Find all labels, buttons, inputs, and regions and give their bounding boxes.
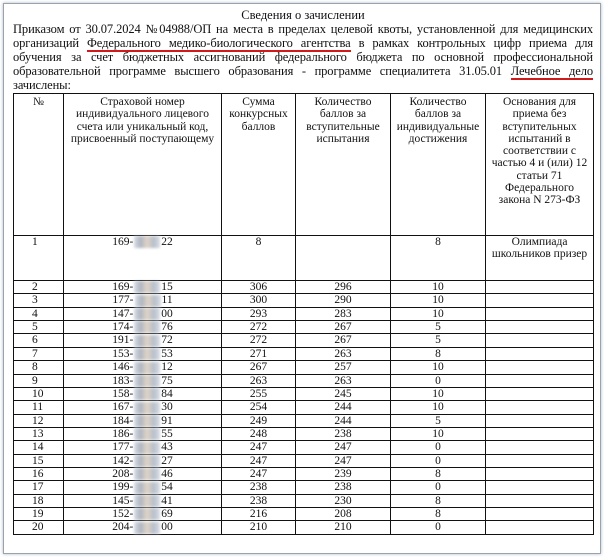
cell-total: 272: [222, 321, 296, 334]
redacted-blur: [134, 455, 160, 467]
cell-basis: [486, 414, 594, 427]
id-prefix: 199-: [112, 481, 134, 494]
cell-id: [64, 361, 222, 374]
table-row: [14, 334, 594, 347]
header-achievements: Количество баллов за индивидуальные достижения: [391, 94, 486, 236]
cell-total: 293: [222, 307, 296, 320]
table-header-row: [14, 94, 594, 236]
cell-basis: [486, 281, 594, 294]
redacted-blur: [134, 402, 160, 414]
id-suffix: 27: [161, 454, 173, 467]
cell-achievements: 8: [391, 236, 486, 281]
cell-num: 4: [14, 307, 64, 320]
cell-exam: 239: [296, 468, 391, 481]
id-prefix: 145-: [112, 494, 134, 507]
redacted-blur: [134, 508, 160, 520]
redacted-blur: [134, 468, 160, 480]
id-prefix: 152-: [112, 508, 134, 521]
cell-basis: [486, 347, 594, 360]
cell-num: 2: [14, 281, 64, 294]
cell-achievements: 8: [391, 508, 486, 521]
id-prefix: 191-: [112, 334, 134, 347]
header-id: Страховой номер индивидуального лицевого счета или уникальный код, присвоенный поступающему: [64, 94, 222, 236]
cell-id: [64, 468, 222, 481]
cell-id: [64, 508, 222, 521]
cell-exam: 247: [296, 454, 391, 467]
intro-paragraph: [13, 22, 593, 92]
cell-basis: [486, 521, 594, 534]
cell-total: 238: [222, 494, 296, 507]
highlight-program: Лечебное дело: [510, 64, 594, 78]
intro-line-3: обучения за счет бюджетных ассигнований федерального бюджета по основной профессиональной: [13, 50, 593, 64]
redacted-blur: [134, 442, 160, 454]
cell-exam: 290: [296, 294, 391, 307]
header-basis: Основания для приема без вступительных испытаний в соответствии с частью 4 и (или) 12 статьи 71 Федерального закона N 273-ФЗ: [486, 94, 594, 236]
redacted-blur: [134, 482, 160, 494]
document-frame: [3, 3, 601, 554]
cell-num: 16: [14, 468, 64, 481]
cell-achievements: 10: [391, 281, 486, 294]
cell-exam: 267: [296, 321, 391, 334]
cell-id: [64, 236, 222, 281]
cell-id: [64, 347, 222, 360]
redacted-blur: [134, 335, 160, 347]
id-prefix: 169-: [112, 281, 134, 293]
cell-exam: 244: [296, 401, 391, 414]
id-suffix: 15: [161, 281, 173, 293]
id-prefix: 142-: [112, 454, 134, 467]
cell-exam: 238: [296, 427, 391, 440]
header-total: Сумма конкурсных баллов: [222, 94, 296, 236]
id-prefix: 174-: [112, 321, 134, 334]
cell-id: [64, 521, 222, 534]
cell-total: 255: [222, 387, 296, 400]
cell-id: [64, 374, 222, 387]
cell-achievements: 8: [391, 494, 486, 507]
intro-line-5: зачислены:: [13, 78, 71, 92]
id-prefix: 204-: [112, 521, 134, 534]
cell-basis: [486, 454, 594, 467]
table-row: [14, 521, 594, 534]
cell-id: [64, 307, 222, 320]
redacted-blur: [134, 375, 160, 387]
intro-line-1: Приказом от 30.07.2024 №04988/ОП на места в пределах целевой квоты, установленной для медицинских: [13, 22, 593, 36]
id-prefix: 183-: [112, 374, 134, 387]
cell-total: 247: [222, 468, 296, 481]
cell-basis: [486, 468, 594, 481]
cell-basis: [486, 307, 594, 320]
highlight-agency: Федерального медико-биологического агентства: [87, 36, 351, 50]
id-prefix: 158-: [112, 387, 134, 400]
table-row: [14, 387, 594, 400]
id-suffix: 75: [161, 374, 173, 387]
id-prefix: 177-: [112, 294, 134, 307]
cell-num: 12: [14, 414, 64, 427]
cell-basis: [486, 494, 594, 507]
cell-total: 306: [222, 281, 296, 294]
cell-exam: 296: [296, 281, 391, 294]
id-suffix: 46: [161, 468, 173, 481]
cell-exam: 257: [296, 361, 391, 374]
cell-achievements: 5: [391, 334, 486, 347]
table-row: [14, 281, 594, 294]
cell-exam: 208: [296, 508, 391, 521]
cell-id: [64, 441, 222, 454]
cell-achievements: 10: [391, 361, 486, 374]
cell-basis: [486, 427, 594, 440]
cell-num: 1: [14, 236, 64, 281]
redacted-blur: [134, 308, 160, 320]
cell-basis: [486, 401, 594, 414]
cell-id: [64, 427, 222, 440]
id-suffix: 76: [161, 321, 173, 334]
cell-achievements: 5: [391, 321, 486, 334]
id-prefix: 186-: [112, 427, 134, 440]
redacted-blur: [134, 348, 160, 360]
id-suffix: 30: [161, 401, 173, 414]
id-prefix: 169-: [112, 236, 134, 248]
cell-exam: [296, 236, 391, 281]
cell-exam: 263: [296, 347, 391, 360]
cell-exam: 230: [296, 494, 391, 507]
table-row: [14, 294, 594, 307]
document-title: Сведения о зачислении: [241, 8, 365, 22]
cell-id: [64, 294, 222, 307]
cell-total: 249: [222, 414, 296, 427]
cell-exam: 267: [296, 334, 391, 347]
cell-total: 216: [222, 508, 296, 521]
cell-achievements: 0: [391, 441, 486, 454]
table-row: [14, 374, 594, 387]
table-row: [14, 236, 594, 281]
cell-achievements: 10: [391, 387, 486, 400]
cell-achievements: 5: [391, 414, 486, 427]
table-row: [14, 321, 594, 334]
id-suffix: 00: [161, 307, 173, 320]
id-suffix: 43: [161, 441, 173, 454]
id-prefix: 147-: [112, 307, 134, 320]
cell-basis: [486, 334, 594, 347]
cell-exam: 263: [296, 374, 391, 387]
cell-total: 8: [222, 236, 296, 281]
cell-exam: 244: [296, 414, 391, 427]
cell-num: 6: [14, 334, 64, 347]
cell-achievements: 10: [391, 427, 486, 440]
cell-total: 300: [222, 294, 296, 307]
table-row: [14, 347, 594, 360]
cell-num: 17: [14, 481, 64, 494]
cell-basis: [486, 387, 594, 400]
cell-total: 254: [222, 401, 296, 414]
redacted-blur: [134, 495, 160, 507]
cell-total: 247: [222, 441, 296, 454]
cell-exam: 283: [296, 307, 391, 320]
cell-basis: [486, 294, 594, 307]
redacted-blur: [134, 362, 160, 374]
cell-achievements: 8: [391, 468, 486, 481]
cell-total: 248: [222, 427, 296, 440]
cell-id: [64, 454, 222, 467]
cell-total: 210: [222, 521, 296, 534]
table-row: [14, 427, 594, 440]
cell-exam: 245: [296, 387, 391, 400]
cell-basis: Олимпиада школьников призер: [486, 236, 594, 281]
id-prefix: 153-: [112, 347, 134, 360]
table-row: [14, 361, 594, 374]
header-exam: Количество баллов за вступительные испытания: [296, 94, 391, 236]
cell-num: 13: [14, 427, 64, 440]
cell-achievements: 10: [391, 401, 486, 414]
cell-total: 271: [222, 347, 296, 360]
cell-id: [64, 281, 222, 294]
cell-basis: [486, 441, 594, 454]
intro-line-2: организаций Федерального медико-биологического агентства в рамках контрольных цифр приема для: [13, 36, 593, 50]
redacted-blur: [134, 281, 160, 293]
id-prefix: 208-: [112, 468, 134, 481]
table-row: [14, 508, 594, 521]
cell-id: [64, 414, 222, 427]
id-suffix: 69: [161, 508, 173, 521]
cell-id: [64, 321, 222, 334]
enrollment-table: [13, 93, 594, 535]
intro-line-4: образовательной программе высшего образования - программе специалитета 31.05.01 Лечебное дело: [13, 64, 594, 78]
id-prefix: 184-: [112, 414, 134, 427]
id-suffix: 11: [161, 294, 173, 307]
cell-num: 10: [14, 387, 64, 400]
redacted-blur: [134, 428, 160, 440]
document-page: [13, 8, 593, 535]
table-row: [14, 414, 594, 427]
id-suffix: 41: [161, 494, 173, 507]
redacted-blur: [135, 295, 161, 307]
cell-num: 14: [14, 441, 64, 454]
cell-achievements: 10: [391, 307, 486, 320]
id-prefix: 146-: [112, 361, 134, 374]
id-prefix: 177-: [112, 441, 134, 454]
cell-num: 11: [14, 401, 64, 414]
cell-num: 5: [14, 321, 64, 334]
cell-achievements: 0: [391, 374, 486, 387]
cell-num: 19: [14, 508, 64, 521]
table-row: [14, 481, 594, 494]
id-suffix: 54: [161, 481, 173, 494]
cell-num: 20: [14, 521, 64, 534]
id-suffix: 91: [161, 414, 173, 427]
cell-exam: 238: [296, 481, 391, 494]
cell-total: 272: [222, 334, 296, 347]
cell-id: [64, 401, 222, 414]
table-row: [14, 441, 594, 454]
cell-total: 263: [222, 374, 296, 387]
cell-achievements: 0: [391, 454, 486, 467]
cell-id: [64, 481, 222, 494]
redacted-blur: [134, 522, 160, 534]
cell-num: 15: [14, 454, 64, 467]
id-suffix: 72: [161, 334, 173, 347]
cell-exam: 210: [296, 521, 391, 534]
cell-basis: [486, 481, 594, 494]
cell-num: 9: [14, 374, 64, 387]
cell-id: [64, 387, 222, 400]
cell-num: 7: [14, 347, 64, 360]
table-row: [14, 401, 594, 414]
cell-id: [64, 494, 222, 507]
cell-num: 3: [14, 294, 64, 307]
cell-achievements: 8: [391, 347, 486, 360]
cell-achievements: 10: [391, 294, 486, 307]
table-row: [14, 454, 594, 467]
cell-total: 247: [222, 454, 296, 467]
cell-basis: [486, 508, 594, 521]
id-suffix: 55: [161, 427, 173, 440]
redacted-blur: [134, 321, 160, 333]
id-suffix: 22: [161, 236, 173, 248]
redacted-blur: [134, 388, 160, 400]
cell-basis: [486, 374, 594, 387]
cell-num: 18: [14, 494, 64, 507]
cell-basis: [486, 321, 594, 334]
id-suffix: 53: [161, 347, 173, 360]
cell-achievements: 0: [391, 521, 486, 534]
table-row: [14, 307, 594, 320]
id-suffix: 12: [161, 361, 173, 374]
cell-achievements: 0: [391, 481, 486, 494]
cell-exam: 247: [296, 441, 391, 454]
table-row: [14, 468, 594, 481]
cell-id: [64, 334, 222, 347]
id-suffix: 00: [161, 521, 173, 534]
cell-total: 267: [222, 361, 296, 374]
redacted-blur: [134, 236, 160, 248]
cell-num: 8: [14, 361, 64, 374]
redacted-blur: [134, 415, 160, 427]
table-row: [14, 494, 594, 507]
cell-total: 238: [222, 481, 296, 494]
header-num: №: [14, 94, 64, 236]
id-prefix: 167-: [112, 401, 134, 414]
id-suffix: 84: [161, 387, 173, 400]
cell-basis: [486, 361, 594, 374]
